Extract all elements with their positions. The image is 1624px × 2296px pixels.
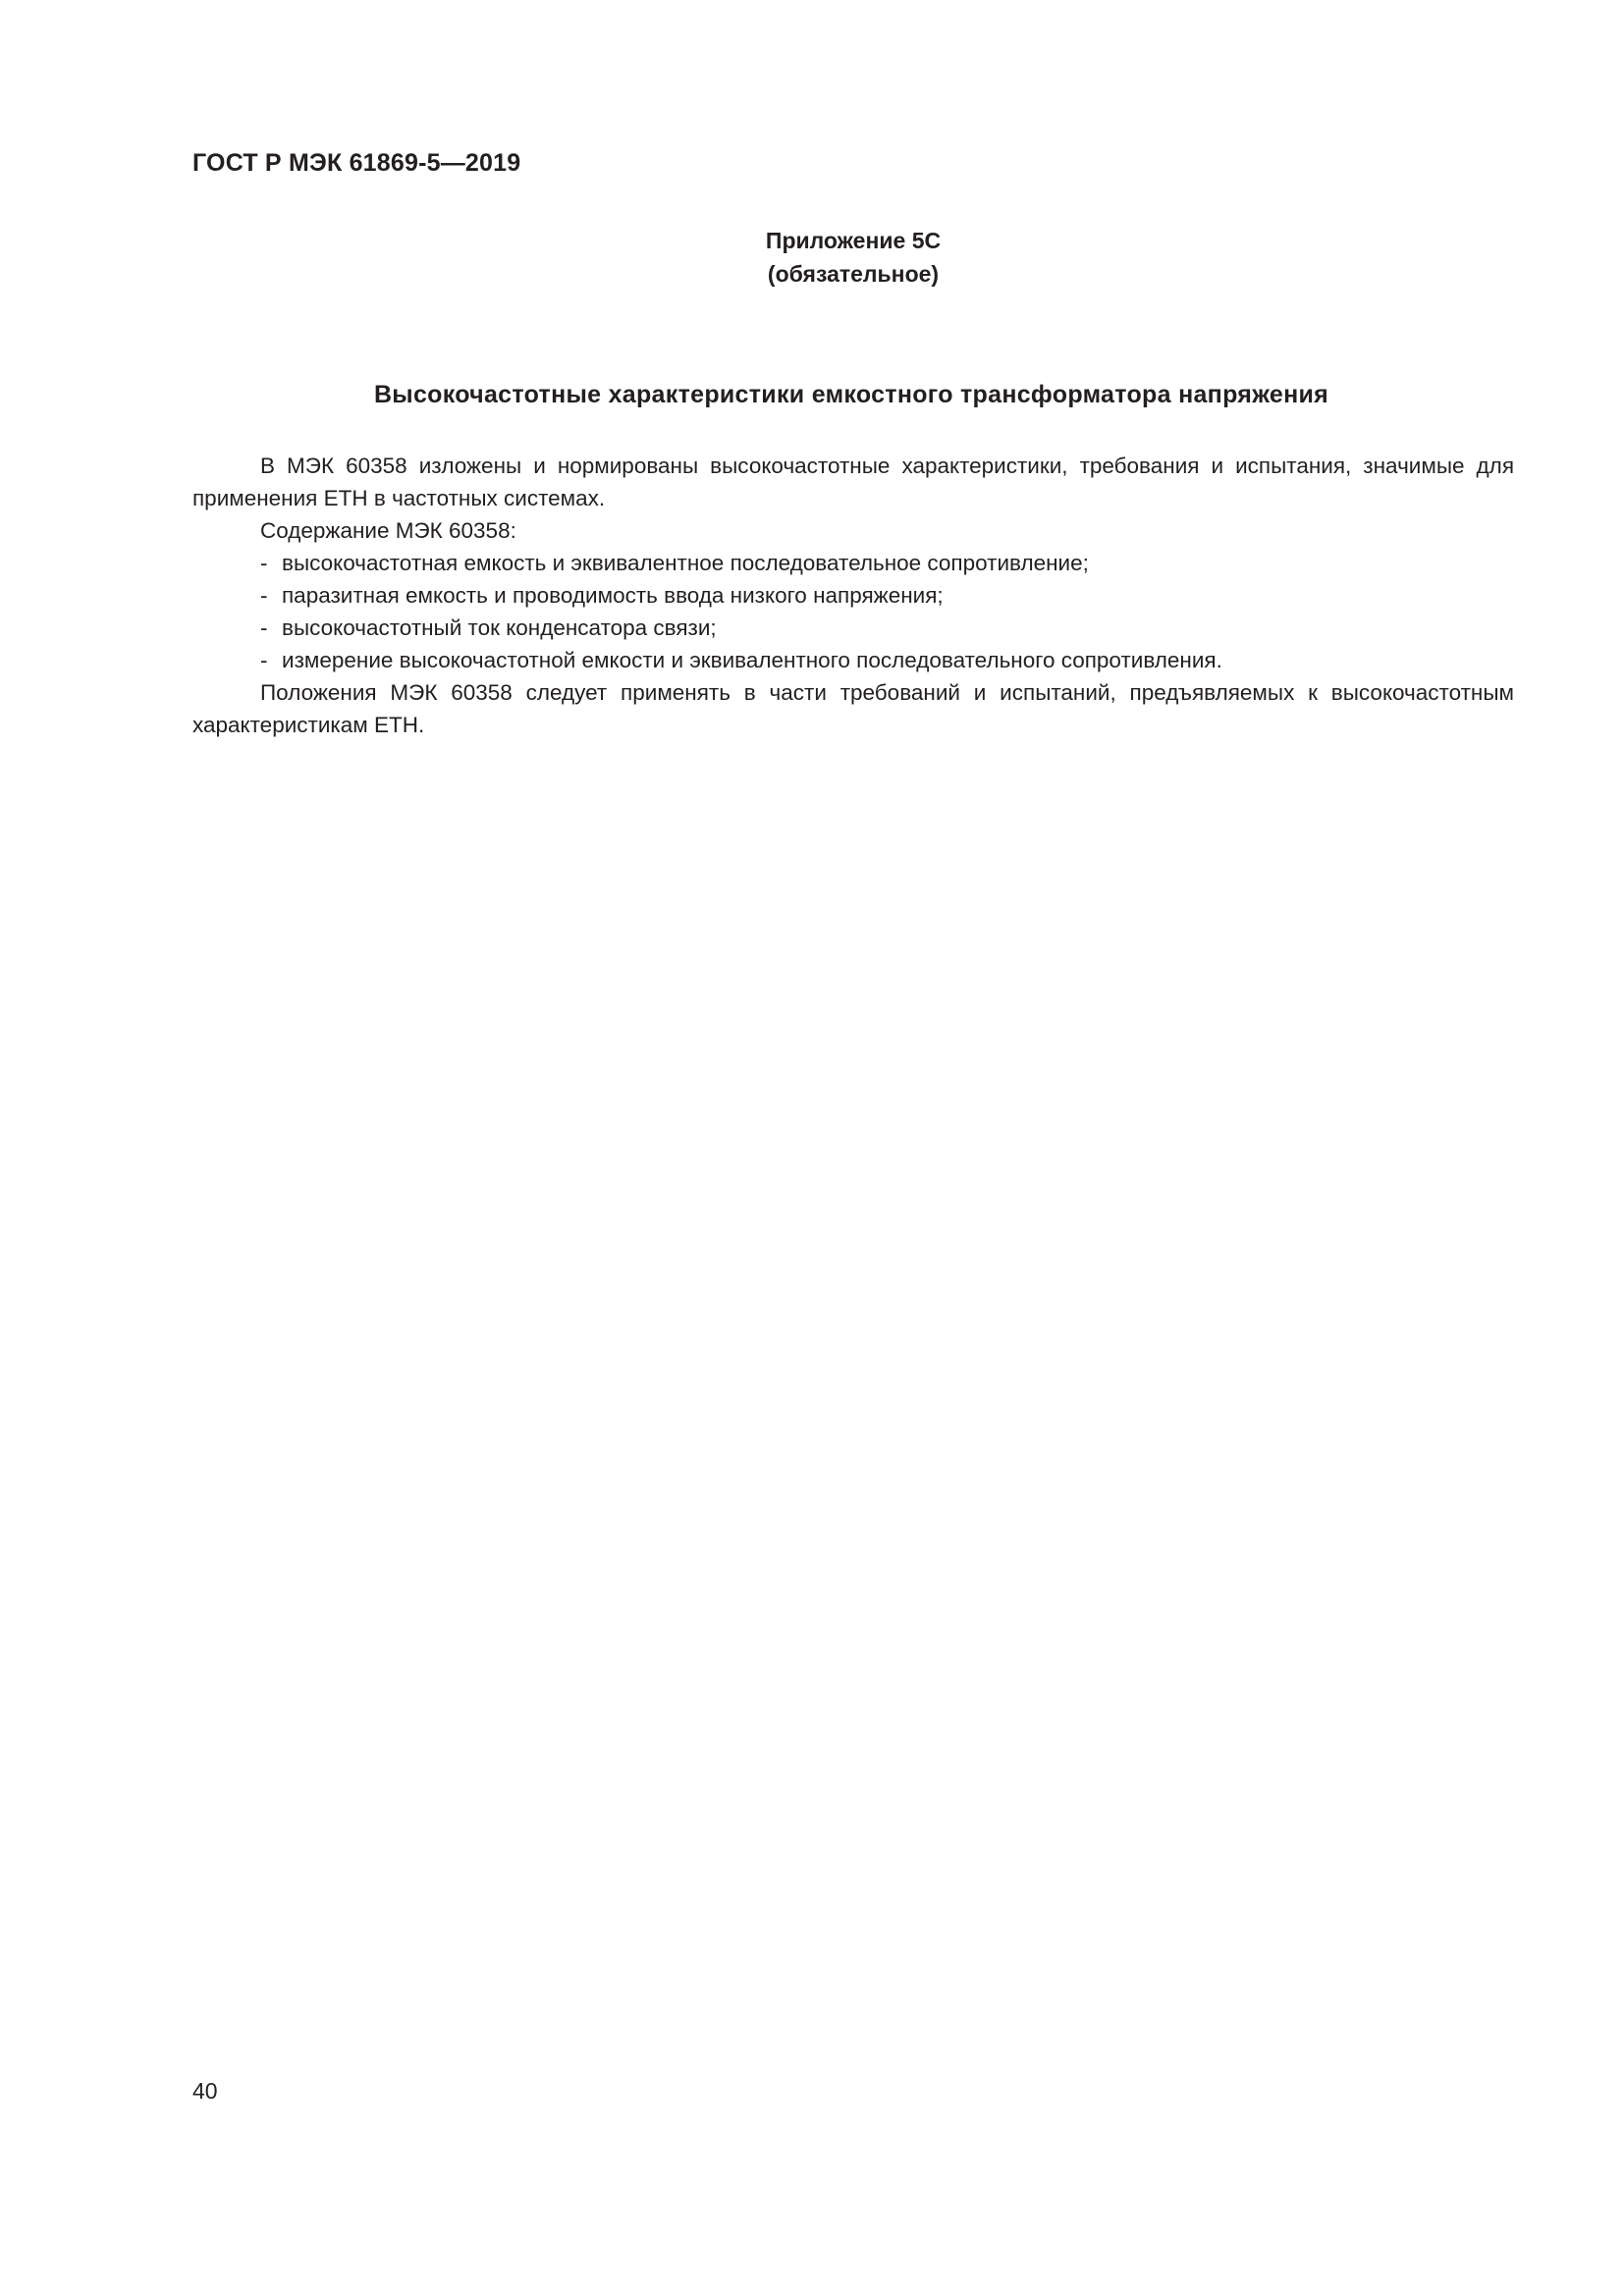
list-item	[192, 644, 1514, 676]
appendix-label: Приложение 5С	[765, 228, 942, 253]
list-item-text: высокочастотная емкость и эквивалентное последовательное сопротивление;	[282, 551, 1089, 575]
list-marker: -	[260, 551, 268, 575]
list-item-text: высокочастотный ток конденсатора связи;	[282, 615, 717, 640]
document-header: ГОСТ Р МЭК 61869-5—2019	[192, 149, 521, 177]
list-item	[192, 612, 1514, 644]
list-item	[192, 547, 1514, 579]
conclusion-paragraph: Положения МЭК 60358 следует применять в части требований и испытаний, предъявляемых к высокочастотным характеристикам ЕТН.	[192, 680, 1514, 737]
list-item-text: измерение высокочастотной емкости и эквивалентного последовательного сопротивления.	[282, 648, 1222, 672]
list-marker: -	[260, 615, 268, 640]
list-item	[192, 579, 1514, 612]
list-item-text: паразитная емкость и проводимость ввода низкого напряжения;	[282, 583, 944, 608]
section-title	[0, 381, 1624, 409]
list-marker: -	[260, 583, 268, 608]
section-title-text: Высокочастотные характеристики емкостного трансформатора напряжения	[373, 381, 1329, 408]
contents-label: Содержание МЭК 60358:	[260, 518, 516, 543]
page-number: 40	[192, 2078, 218, 2104]
body-text	[192, 450, 1514, 741]
appendix-status: (обязательное)	[767, 261, 940, 287]
appendix-heading	[0, 224, 1624, 291]
intro-paragraph: В МЭК 60358 изложены и нормированы высокочастотные характеристики, требования и испытания, значимые для применения ЕТН в частотных системах.	[192, 454, 1514, 510]
list-marker: -	[260, 648, 268, 672]
